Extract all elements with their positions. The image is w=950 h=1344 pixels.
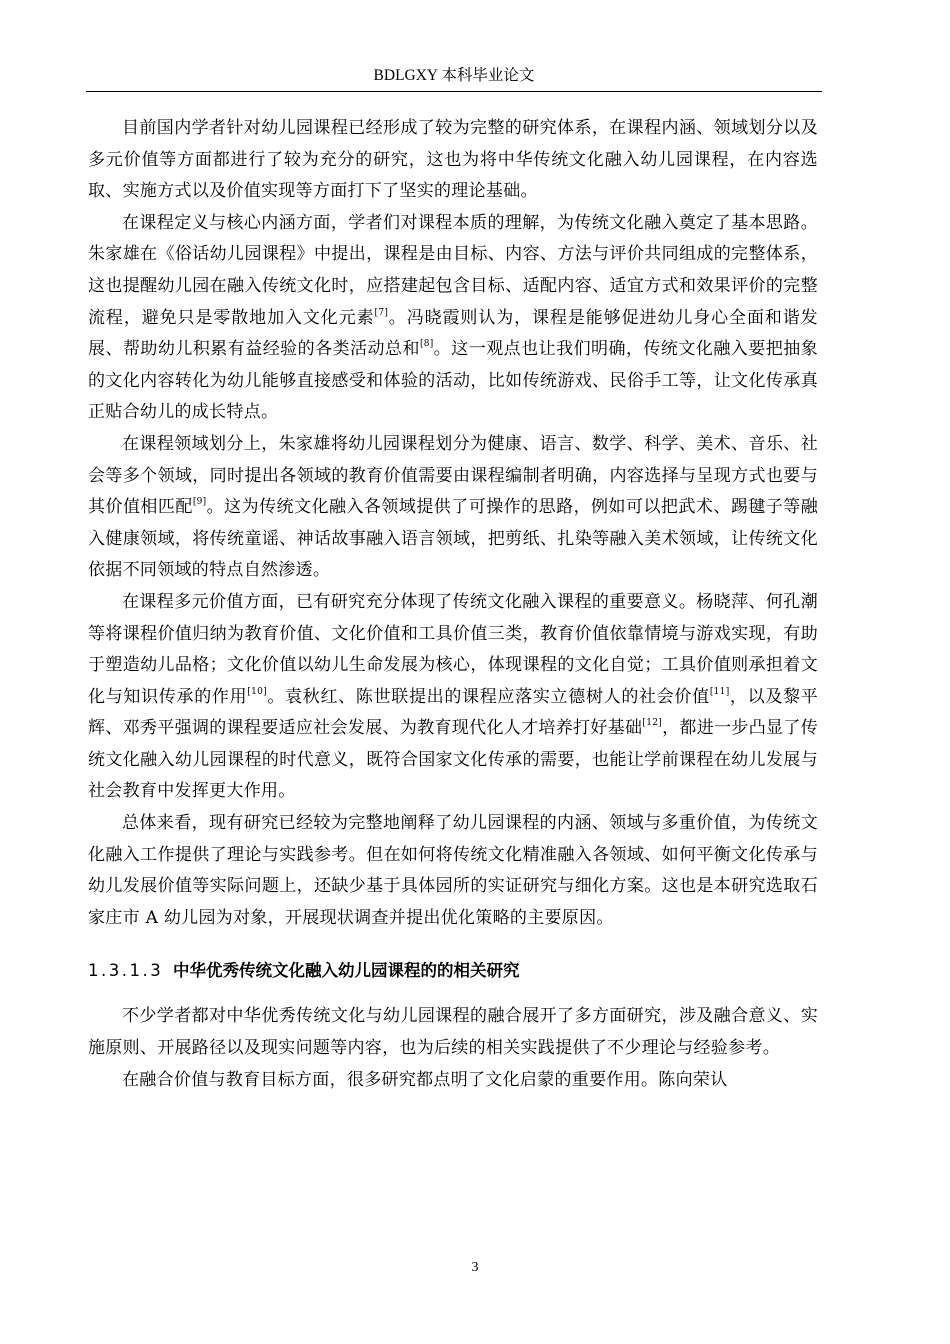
body-paragraph [88,429,818,587]
body-paragraph [88,1001,818,1064]
paragraph-text: 。这为传统文化融入各领域提供了可操作的思路，例如可以把武术、踢毽子等融入健康领域，将传统童谣、神话故事融入语言领域，把剪纸、扎染等融入美术领域，让传统文化依据不同领域的特点自然渗透。 [88,497,819,581]
paragraph-text: 在课程领域划分上，朱家雄将幼儿园课程划分为健康、语言、数学、科学、美术、音乐、社会等多个领域，同时提出各领域的教育价值需要由课程编制者明确，内容选择与呈现方式也要与其价值相匹配 [88,433,818,518]
document-body [88,113,818,1096]
paragraph-text: 目前国内学者针对幼儿园课程已经形成了较为完整的研究体系，在课程内涵、领域划分以及多元价值等方面都进行了较为充分的研究，这也为将中华传统文化融入幼儿园课程，在内容选取、实施方式以及价值实现等方面打下了坚实的理论基础。 [88,118,818,202]
body-paragraph [88,808,818,934]
body-paragraph [88,1065,818,1097]
citation-ref: [8] [419,339,434,350]
paragraph-text: 。这一观点也让我们明确，传统文化融入要把抽象的文化内容转化为幼儿能够直接感受和体验的活动，比如传统游戏、民俗手工等，让文化传承真正贴合幼儿的成长特点。 [88,339,818,423]
page-number: 3 [471,1260,479,1275]
paragraph-group-before [88,113,818,934]
citation-ref: [9] [192,497,207,508]
section-number: 1.3.1.3 [88,961,164,981]
paragraph-text: 在课程定义与核心内涵方面，学者们对课程本质的理解，为传统文化融入奠定了基本思路。朱家雄在《俗话幼儿园课程》中提出，课程是由目标、内容、方法与评价共同组成的完整体系，这也提醒幼儿园在融入传统文化时，应搭建起包含目标、适配内容、适宜方式和效果评价的完整流程，避免只是零散地加入文化元素 [88,212,818,328]
citation-ref: [10] [247,686,267,697]
header-rule [86,91,822,92]
paragraph-text: 在融合价值与教育目标方面，很多研究都点明了文化启蒙的重要作用。陈向荣认 [122,1069,728,1090]
citation-ref: [12] [642,718,663,729]
section-heading [88,955,818,987]
paragraph-text: 总体来看，现有研究已经较为完整地阐释了幼儿园课程的内涵、领域与多重价值，为传统文化融入工作提供了理论与实践参考。但在如何将传统文化精准融入各领域、如何平衡文化传承与幼儿发展价值等实际问题上，还缺少基于具体园所的实证研究与细化方案。这也是本研究选取石家庄市 A 幼儿园为对象，开展现状调查并提出优化策略的主要原因。 [88,813,818,928]
paragraph-group-after [88,1001,818,1096]
body-paragraph [88,208,818,429]
page-header: BDLGXY 本科毕业论文 [373,67,535,84]
citation-ref: [7] [374,307,389,318]
section-title: 中华优秀传统文化融入幼儿园课程的的相关研究 [172,961,520,981]
paragraph-text: ，都进一步凸显了传统文化融入幼儿园课程的时代意义，既符合国家文化传承的需要，也能让学前课程在幼儿发展与社会教育中发挥更大作用。 [88,718,818,802]
paragraph-text: 。袁秋红、陈世联提出的课程应落实立德树人的社会价值 [266,686,710,707]
body-paragraph [88,113,818,208]
paragraph-text: 。冯晓霞则认为，课程是能够促进幼儿身心全面和谐发展、帮助幼儿积累有益经验的各类活动总和 [88,307,818,360]
paragraph-text: ，以及黎平辉、邓秀平强调的课程要适应社会发展、为教育现代化人才培养打好基础 [88,686,819,739]
paragraph-text: 不少学者都对中华优秀传统文化与幼儿园课程的融合展开了多方面研究，涉及融合意义、实施原则、开展路径以及现实问题等内容，也为后续的相关实践提供了不少理论与经验参考。 [88,1006,818,1059]
body-paragraph [88,587,818,808]
paragraph-text: 在课程多元价值方面，已有研究充分体现了传统文化融入课程的重要意义。杨晓萍、何孔潮等将课程价值归纳为教育价值、文化价值和工具价值三类，教育价值依靠情境与游戏实现，有助于塑造幼儿品格；文化价值以幼儿生命发展为核心，体现课程的文化自觉；工具价值则承担着文化与知识传承的作用 [88,591,818,707]
citation-ref: [11] [709,686,730,697]
